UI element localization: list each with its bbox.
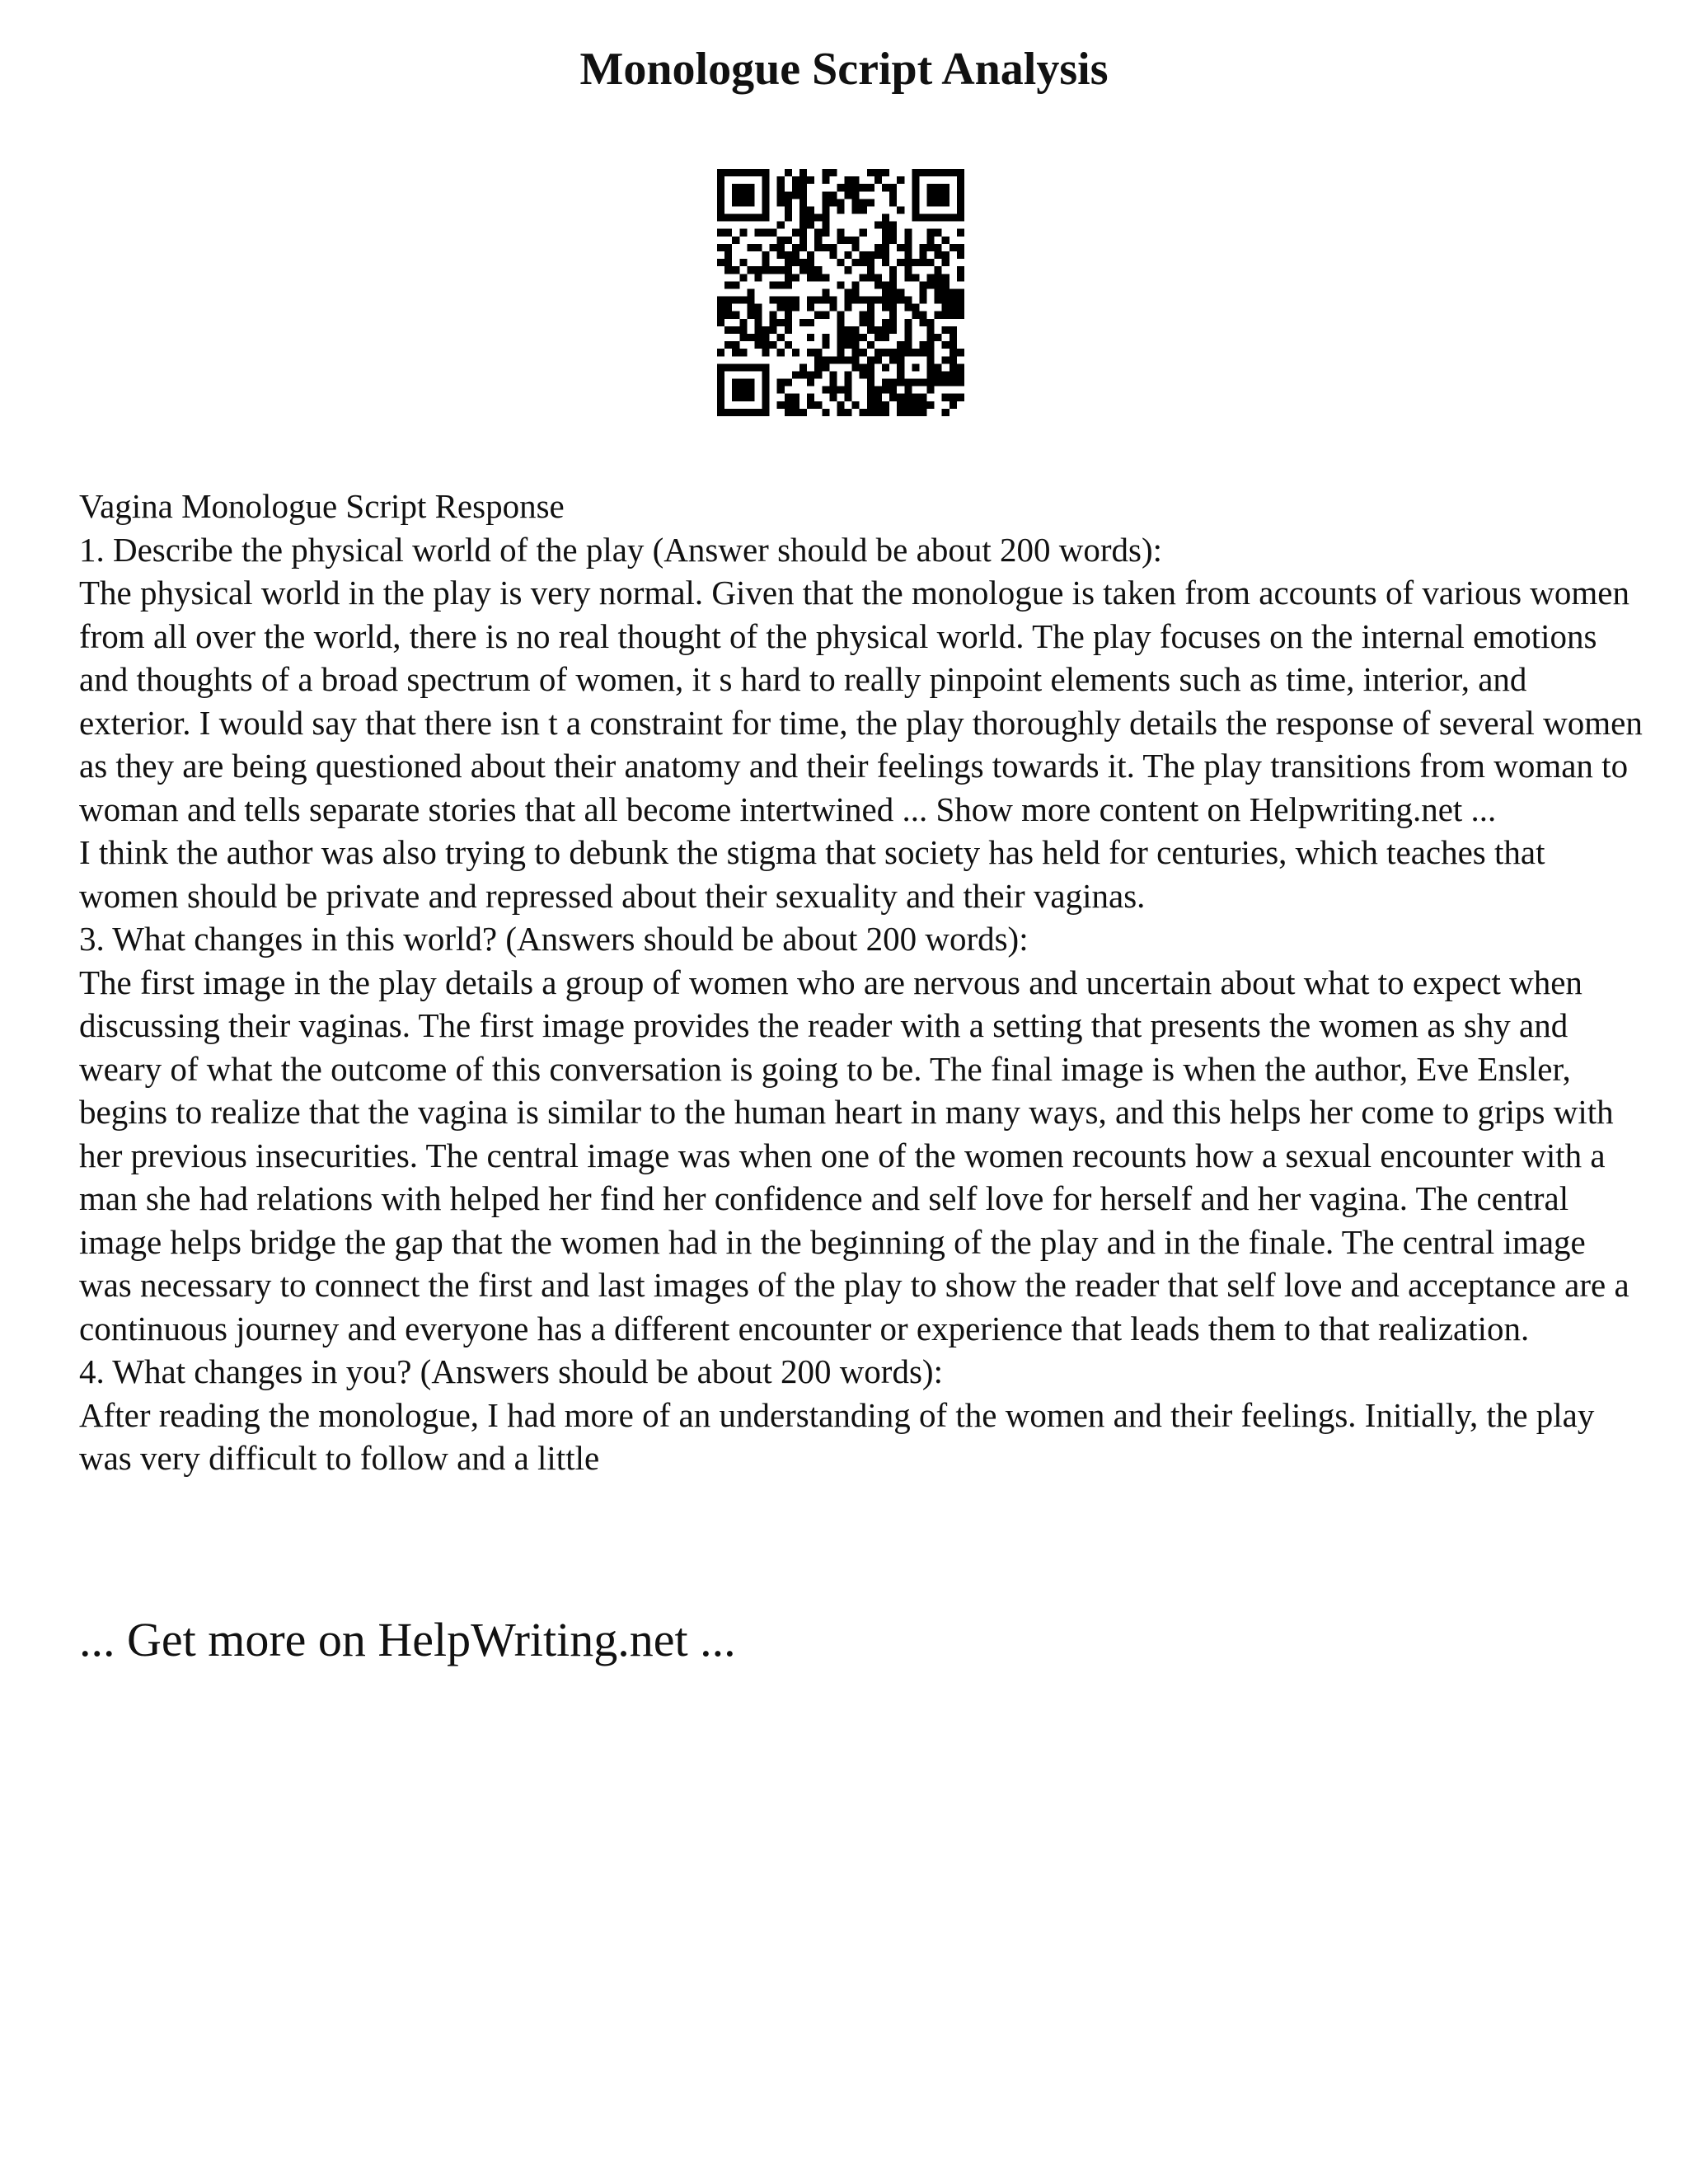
qr-code-icon <box>717 169 964 416</box>
get-more-link[interactable]: ... Get more on HelpWriting.net ... <box>79 1613 736 1666</box>
answer-1-continued: I think the author was also trying to debunk the stigma that society has held for centuries, which teaches that women should be private and repressed about their sexuality and their vaginas. <box>79 833 1545 915</box>
answer-4-paragraph: After reading the monologue, I had more of an understanding of the women and their feelings. Initially, the play was very difficult to follow and a little <box>79 1395 1595 1477</box>
document-body <box>79 485 1645 1480</box>
answer-1-paragraph: The physical world in the play is very normal. Given that the monologue is taken from accounts of various women from all over the world, there is no real thought of the physical world. The play focuses on the internal emotions and thoughts of a broad spectrum of women, it s hard to really pinpoint elements such as time, interior, and exterior. I would say that there isn t a constraint for time, the play thoroughly details the response of several women as they are being questioned about their anatomy and their feelings towards it. The play transitions from woman to woman and tells separate stories that all become intertwined ... Show more content on Helpwriting.net ... <box>79 574 1643 828</box>
response-heading: Vagina Monologue Script Response <box>79 487 565 525</box>
question-4: 4. What changes in you? (Answers should be about 200 words): <box>79 1352 943 1390</box>
page-title: Monologue Script Analysis <box>579 44 1109 95</box>
question-1: 1. Describe the physical world of the play (Answer should be about 200 words): <box>79 530 1162 569</box>
answer-3-paragraph: The first image in the play details a group of women who are nervous and uncertain about what to expect when discussing their vaginas. The first image provides the reader with a setting that presents the women as shy and weary of what the outcome of this conversation is going to be. The final image is when the author, Eve Ensler, begins to realize that the vagina is similar to the human heart in many ways, and this helps her come to grips with her previous insecurities. The central image was when one of the women recounts how a sexual encounter with a man she had relations with helped her find her confidence and self love for herself and her vagina. The central image helps bridge the gap that the women had in the beginning of the play and in the finale. The central image was necessary to connect the first and last images of the play to show the reader that self love and acceptance are a continuous journey and everyone has a different encounter or experience that leads them to that realization. <box>79 963 1629 1347</box>
question-3: 3. What changes in this world? (Answers should be about 200 words): <box>79 920 1029 958</box>
